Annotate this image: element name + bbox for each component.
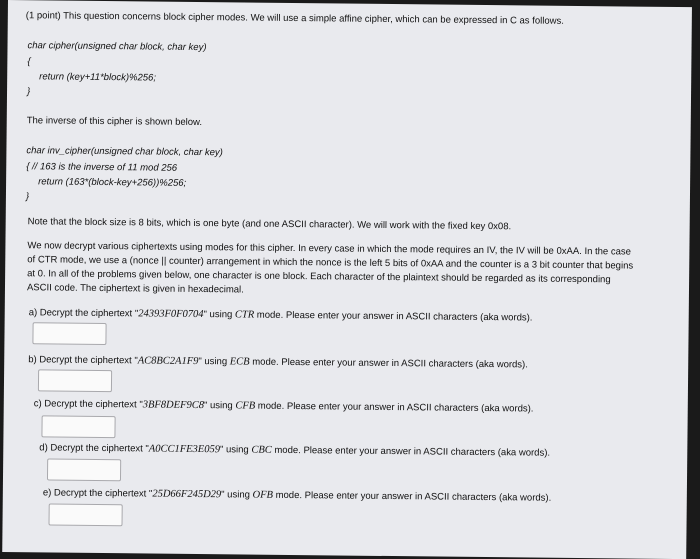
paragraph-line: at 0. In all of the problems given below, one character is one block. Each character of the plaintext should be regarded as its corresponding bbox=[27, 268, 611, 286]
ciphertext-value: 24393F0F0704 bbox=[138, 308, 204, 321]
code-line: { // 163 is the inverse of 11 mod 256 bbox=[26, 161, 178, 174]
code-line: } bbox=[25, 191, 30, 203]
ciphertext-value: AC8BC2A1F9 bbox=[137, 355, 199, 368]
question-a: a) Decrypt the ciphertext "24393F0F0704" using CTR mode. Please enter your answer in ASCII characters (aka words). bbox=[28, 307, 533, 324]
answer-input-d[interactable] bbox=[47, 458, 121, 481]
question-b: b) Decrypt the ciphertext "AC8BC2A1F9" using ECB mode. Please enter your answer in ASCII characters (aka words). bbox=[28, 354, 528, 371]
paragraph-line: ASCII code. The ciphertext is given in hexadecimal. bbox=[26, 282, 244, 296]
code-line: { bbox=[27, 56, 31, 68]
intro-text: (1 point) This question concerns block cipher modes. We will use a simple affine cipher, which can be expressed in C as follows. bbox=[25, 10, 564, 27]
code-line: char inv_cipher(unsigned char block, char key) bbox=[26, 145, 223, 159]
answer-input-e[interactable] bbox=[48, 503, 122, 526]
mode-name: ECB bbox=[229, 356, 250, 368]
code-line: } bbox=[26, 86, 31, 98]
question-e: e) Decrypt the ciphertext "25D66F245D29" using OFB mode. Please enter your answer in ASCII characters (aka words). bbox=[42, 487, 552, 504]
mode-name: CFB bbox=[235, 400, 256, 412]
answer-input-b[interactable] bbox=[38, 369, 112, 392]
mode-name: CBC bbox=[251, 444, 272, 456]
ciphertext-value: 25D66F245D29 bbox=[152, 488, 222, 501]
question-d: d) Decrypt the ciphertext "A0CC1FE3E059" using CBC mode. Please enter your answer in ASCII characters (aka words). bbox=[39, 442, 551, 459]
mode-name: OFB bbox=[252, 489, 274, 501]
question-c: c) Decrypt the ciphertext "3BF8DEF9C8" using CFB mode. Please enter your answer in ASCII characters (aka words). bbox=[33, 398, 534, 415]
paragraph-line: We now decrypt various ciphertexts using modes for this cipher. In every case in which the mode requires an IV, the IV will be 0xAA. In the case bbox=[27, 240, 632, 258]
question-page bbox=[2, 0, 692, 559]
answer-input-a[interactable] bbox=[32, 322, 106, 345]
code-line: return (163*(block-key+256))%256; bbox=[38, 176, 187, 189]
note-text: Note that the block size is 8 bits, which is one byte (and one ASCII character). We will work with the fixed key 0x08. bbox=[27, 216, 512, 233]
answer-input-c[interactable] bbox=[41, 415, 115, 438]
paragraph-line: of CTR mode, we use a (nonce || counter) arrangement in which the nonce is the left 5 bits of 0xAA and the counter is a 3 bit counter that begins bbox=[27, 254, 634, 272]
mode-name: CTR bbox=[234, 309, 255, 321]
ciphertext-value: A0CC1FE3E059 bbox=[148, 443, 221, 456]
ciphertext-value: 3BF8DEF9C8 bbox=[142, 399, 205, 412]
inverse-text: The inverse of this cipher is shown below. bbox=[26, 115, 203, 129]
code-line: return (key+11*block)%256; bbox=[39, 71, 157, 84]
code-line: char cipher(unsigned char block, char key) bbox=[27, 40, 207, 54]
